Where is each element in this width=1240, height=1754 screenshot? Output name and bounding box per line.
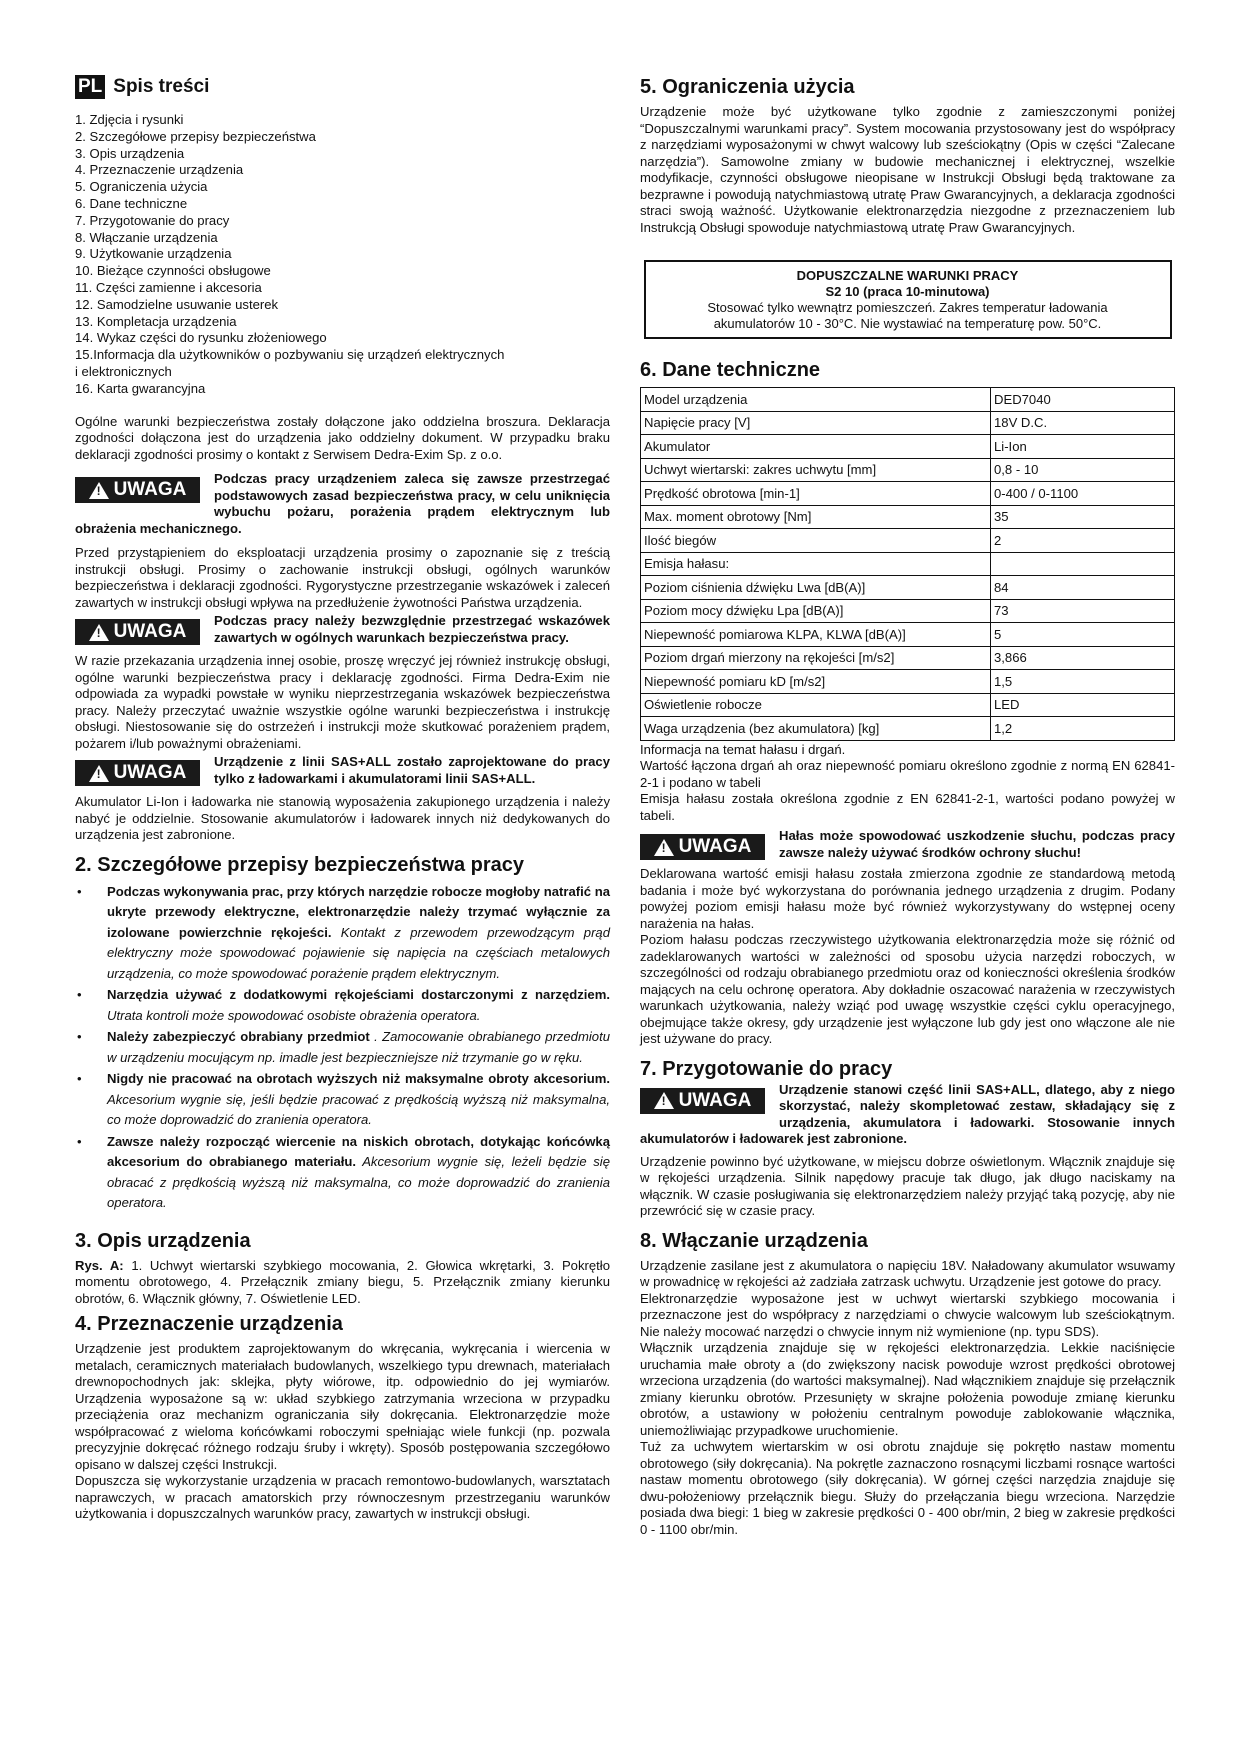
list-item-bold: Podczas wykonywania prac, przy których narzędzie robocze mogłoby natrafić na ukryte przewody elektryczne, elektronarzędzie należy trzymać wyłącznie za izolowane powierzchnie rękojeści. [107, 883, 610, 940]
table-value: 2 [991, 529, 1175, 553]
section-8-title: 8. Włączanie urządzenia [640, 1229, 868, 1252]
table-value: 84 [991, 576, 1175, 600]
box-text: akumulatorów 10 - 30°C. Nie wystawiać na temperaturę pow. 50°C. [713, 316, 1102, 331]
warning-text: Urządzenie z linii SAS+ALL zostało zaprojektowane do pracy tylko z ładowarkami i akumulatorami linii SAS+ALL. [214, 754, 610, 786]
table-of-contents [75, 112, 610, 398]
table-value: Li-Ion [991, 435, 1175, 459]
intro-paragraph: Przed przystąpieniem do eksploatacji urządzenia prosimy o zapoznanie się z treścią instrukcji obsługi. Prosimy o zachowanie instrukcji obsługi, ogólnych warunków bezpieczeństwa i deklaracji zgodności. Rygorystyczne przestrzeganie wskazówek i zaleceń zawartych w instrukcji obsługi wpływa na przedłużenie żywotności Państwa urządzenia. [75, 545, 610, 610]
figure-label: Rys. A: [75, 1257, 124, 1273]
toc-item: 5. Ograniczenia użycia [75, 179, 208, 195]
warning-block [640, 1082, 1175, 1148]
table-label: Poziom mocy dźwięku Lpa [dB(A)] [641, 599, 991, 623]
table-row [641, 646, 1175, 670]
table-row [641, 576, 1175, 600]
table-label: Poziom drgań mierzony na rękojeści [m/s2] [641, 646, 991, 670]
table-row [641, 623, 1175, 647]
warning-triangle-icon [89, 765, 109, 782]
toc-item: 13. Kompletacja urządzenia [75, 313, 237, 329]
toc-item: 1. Zdjęcia i rysunki [75, 112, 184, 127]
list-item [75, 1069, 610, 1131]
table-value: 73 [991, 599, 1175, 623]
table-value [991, 552, 1175, 576]
toc-title: Spis treści [113, 76, 210, 97]
intro-paragraph: Akumulator Li-Ion i ładowarka nie stanowią wyposażenia zakupionego urządzenia i należy nabyć je oddzielnie. Stosowanie akumulatorów i ładowarek innych niż dedykowanych do urządzenia jest zabronione. [75, 794, 610, 843]
safety-list [75, 882, 610, 1214]
toc-item: 3. Opis urządzenia [75, 145, 185, 161]
warning-block [75, 471, 610, 537]
warning-triangle-icon [654, 839, 674, 856]
table-label: Oświetlenie robocze [641, 693, 991, 717]
section-8-paragraph: Włącznik urządzenia znajduje się w rękojeści elektronarzędzia. Lekkie naciśnięcie uruchamia małe obroty a (do zwiększony nacisk powoduje wzrost prędkości obrotowej wrzeciona urządzenia (do wartości maksymalnej). Nad włącznikiem znajduje się przełącznik zmiany kierunku obrotów. Przesunięty w skrajne położenia powoduje zmianę kierunku obrotów, a ustawiony w położeniu centralnym powoduje zablokowanie włącznika, uniemożliwiając przypadkowe uruchomienie. [640, 1340, 1175, 1438]
table-row [641, 552, 1175, 576]
table-label: Uchwyt wiertarski: zakres uchwytu [mm] [641, 458, 991, 482]
table-row [641, 458, 1175, 482]
warning-badge [640, 1088, 765, 1114]
warning-block [75, 754, 610, 788]
list-item-bold: Zawsze należy rozpocząć wiercenie na niskich obrotach, dotykając końcówką akcesorium do obrabianego materiału. [107, 1133, 610, 1170]
warning-badge [75, 477, 200, 503]
toc-item: 9. Użytkowanie urządzenia [75, 246, 232, 262]
section-7-title: 7. Przygotowanie do pracy [640, 1057, 893, 1080]
table-label: Niepewność pomiarowa KLPA, KLWA [dB(A)] [641, 623, 991, 647]
table-value: 5 [991, 623, 1175, 647]
list-item-italic: Akcesorium wygnie się, jeśli będzie pracować z prędkością wyższą niż maksymalna, co może doprowadzić do zranienia operatora. [107, 1091, 610, 1128]
table-row [641, 670, 1175, 694]
warning-label: UWAGA [113, 479, 187, 501]
table-row [641, 435, 1175, 459]
toc-item: 8. Włączanie urządzenia [75, 229, 218, 245]
table-value: 1,2 [991, 717, 1175, 741]
section-4-title: 4. Przeznaczenie urządzenia [75, 1313, 343, 1336]
intro-paragraph: Ogólne warunki bezpieczeństwa zostały dołączone jako oddzielna broszura. Deklaracja zgodności dołączona jest do urządzenia jako oddzielny dokument. W przypadku braku deklaracji zgodności prosimy o kontakt z Serwisem Dedra-Exim Sp. z o.o. [75, 413, 610, 462]
warning-badge [75, 619, 200, 645]
table-label: Akumulator [641, 435, 991, 459]
table-label: Prędkość obrotowa [min-1] [641, 482, 991, 506]
table-label: Waga urządzenia (bez akumulatora) [kg] [641, 717, 991, 741]
toc-item: 14. Wykaz części do rysunku złożeniowego [75, 330, 327, 346]
section-8-paragraph: Tuż za uchwytem wiertarskim w osi obrotu znajduje się pokrętło nastaw momentu obrotowego (siły dokręcania). Na pokrętle zaznaczono rosnącymi liczbami rosnące wartości nastaw momentu obrotowego (siły dokręcania). W górnej części narzędzia znajduje się dwu-położeniowy przełącznik biegu. Służy do przełączania biegu wrzeciona. Narzędzie posiada dwa biegi: 1 bieg w zakresie prędkości 0 - 400 obr/min, 2 bieg w zakresie prędkości 0 - 1100 obr/min. [640, 1439, 1175, 1537]
table-row [641, 693, 1175, 717]
warning-label: UWAGA [678, 836, 752, 857]
section-3-title: 3. Opis urządzenia [75, 1229, 251, 1252]
table-value: 3,866 [991, 646, 1175, 670]
list-item [75, 985, 610, 1026]
section-6-title: 6. Dane techniczne [640, 359, 821, 381]
toc-item: 2. Szczegółowe przepisy bezpieczeństwa [75, 128, 316, 144]
section-8-paragraph: Elektronarzędzie wyposażone jest w uchwyt wiertarski szybkiego mocowania i przeznaczone jest do współpracy z narzędziami o chwycie walcowym lub sześciokątnym. Nie należy mocować narzędzi o chwycie innym niż wymienione (np. typu SDS). [640, 1290, 1175, 1339]
list-item [75, 1027, 610, 1068]
section-3-text [75, 1258, 610, 1308]
table-row [641, 388, 1175, 412]
table-label: Poziom ciśnienia dźwięku Lwa [dB(A)] [641, 576, 991, 600]
list-item-italic: Akcesorium wygnie się, leżeli będzie się obracać z prędkością wyższą niż maksymalna, co może doprowadzić do zranienia operatora. [107, 1154, 610, 1211]
section-5-title: 5. Ograniczenia użycia [640, 76, 855, 98]
table-row [641, 599, 1175, 623]
table-label: Napięcie pracy [V] [641, 411, 991, 435]
left-column [75, 74, 610, 1523]
table-value: 0-400 / 0-1100 [991, 482, 1175, 506]
list-item [75, 882, 610, 985]
allowed-conditions-box [644, 260, 1172, 339]
table-value: 0,8 - 10 [991, 458, 1175, 482]
toc-header [75, 74, 610, 100]
table-value: LED [991, 693, 1175, 717]
section-5-paragraph: Urządzenie może być użytkowane tylko zgodnie z zamieszczonymi poniżej “Dopuszczalnymi warunkami pracy”. System mocowania przystosowany jest do współpracy z narzędziami wyposażonymi w chwyt walcowy lub sześciokątny (Opis w części “Zalecane narzędzia”). Samowolne zmiany w budowie mechanicznej i elektrycznej, wszelkie modyfikacje, czynności obsługowe nieopisane w Instrukcji Obsługi będą traktowane za bezprawne i powodują natychmiastową utratę Praw Gwarancyjnych, a deklaracja zgodności straci swoją ważność. Użytkowanie elektronarzędzia niezgodne z przeznaczeniem lub Instrukcją Obsługi spowoduje natychmiastową utratę Praw Gwarancyjnych. [640, 104, 1175, 235]
list-item-bold: Należy zabezpieczyć obrabiany przedmiot [107, 1029, 370, 1045]
table-value: DED7040 [991, 388, 1175, 412]
table-label: Ilość biegów [641, 529, 991, 553]
table-row [641, 482, 1175, 506]
warning-triangle-icon [89, 624, 109, 641]
warning-badge [640, 834, 765, 860]
table-label: Model urządzenia [641, 388, 991, 412]
table-row [641, 505, 1175, 529]
table-value: 1,5 [991, 670, 1175, 694]
warning-text: Podczas pracy należy bezwzględnie przestrzegać wskazówek zawartych w ogólnych warunkach bezpieczeństwa pracy. [214, 613, 610, 645]
table-value: 18V D.C. [991, 411, 1175, 435]
list-item-italic: Utrata kontroli może spowodować osobiste obrażenia operatora. [107, 1007, 481, 1023]
toc-item: 7. Przygotowanie do pracy [75, 212, 230, 228]
section-4-paragraph: Dopuszcza się wykorzystanie urządzenia w pracach remontowo-budowlanych, warsztatach naprawczych, w pracach amatorskich przy równoczesnym przestrzeganiu warunków użytkowania i dopuszczalnych warunków pracy, zawartych w instrukcji obsługi. [75, 1473, 610, 1522]
noise-note: Emisja hałasu została określona zgodnie z EN 62841-2-1, wartości podano powyżej w tabeli. [640, 791, 1175, 823]
warning-text: Podczas pracy urządzeniem zaleca się zawsze przestrzegać podstawowych zasad bezpieczeństwa pracy, w celu uniknięcia wybuchu pożaru, porażenia prądem elektrycznym lub obrażenia mechanicznego. [75, 471, 610, 536]
table-label: Max. moment obrotowy [Nm] [641, 505, 991, 529]
warning-label: UWAGA [113, 762, 187, 784]
toc-item: i elektronicznych [75, 363, 172, 379]
section-4-paragraph: Urządzenie jest produktem zaprojektowanym do wkręcania, wykręcania i wiercenia w metalach, ceramicznych materiałach budowlanych, wszelkiego typu drewnach, materiałach drewnopochodnych jak: sklejka, płyty wiórowe, itp. odpowiednio do jej wymiarów. Urządzenia wyposażone są w: układ szybkiego zatrzymania wrzeciona w przypadku przeciążenia oraz mechanizm ograniczania siły dokręcania. Elektronarzędzie może współpracować z wieloma końcówkami roboczymi spełniając wiele funkcji (np. pozwala precyzyjnie dokręcać różnego rodzaju śruby i wkręty). Sposób postępowania szczegółowo opisano w dalszej części Instrukcji. [75, 1341, 610, 1472]
language-badge: PL [75, 75, 105, 99]
noise-paragraph: Poziom hałasu podczas rzeczywistego użytkowania elektronarzędzia może się różnić od zadeklarowanych wartości w zależności od sposobu użycia narzędzi roboczych, w szczególności od rodzaju obrabianego przedmiotu oraz od konieczności określenia środków mających na celu ochronę operatora. Aby dokładnie oszacować narażenia w rzeczywistych warunkach użytkowania, należy wziąć pod uwagę wszystkie części cyklu operacyjnego, obejmujące także okresy, gdy urządzenie jest wyłączone lub gdy jest ono włączone ale nie jest używane do pracy. [640, 932, 1175, 1046]
warning-label: UWAGA [113, 621, 187, 643]
toc-item: 11. Części zamienne i akcesoria [75, 279, 262, 295]
section-8-paragraph: Urządzenie zasilane jest z akumulatora o napięciu 18V. Naładowany akumulator wsuwamy w prowadnicę w rękojeści aż zadziała zatrzask uchwytu. Urządzenie jest gotowe do pracy. [640, 1257, 1175, 1289]
toc-item: 6. Dane techniczne [75, 195, 188, 211]
list-item [75, 1132, 610, 1214]
warning-block [640, 828, 1175, 862]
box-title: DOPUSZCZALNE WARUNKI PRACY [796, 268, 1019, 283]
table-row [641, 529, 1175, 553]
tech-table [640, 387, 1175, 741]
toc-item: 10. Bieżące czynności obsługowe [75, 263, 271, 279]
box-subtitle: S2 10 (praca 10-minutowa) [825, 284, 990, 299]
warning-triangle-icon [654, 1092, 674, 1109]
figure-description: 1. Uchwyt wiertarski szybkiego mocowania, 2. Głowica wkrętarki, 3. Pokrętło momentu obrotowego, 4. Przełącznik zmiany biegu, 5. Przełącznik zmiany kierunku obrotów, 6. Włącznik główny, 7. Oświetlenie LED. [75, 1257, 610, 1306]
list-item-bold: Nigdy nie pracować na obrotach wyższych niż maksymalne obroty akcesorium. [107, 1071, 610, 1087]
warning-badge [75, 760, 200, 786]
section-2-title: 2. Szczegółowe przepisy bezpieczeństwa pracy [75, 853, 525, 876]
warning-label: UWAGA [678, 1089, 752, 1111]
noise-paragraph: Deklarowana wartość emisji hałasu została zmierzona zgodnie ze standardową metodą badania i może być wykorzystana do porównania jednego urządzenia z drugim. Podany powyżej poziom emisji hałasu może być również wykorzystywany do wstępnej oceny narażenia na hałas. [640, 866, 1175, 931]
list-item-italic: . Zamocowanie obrabianego przedmiotu w urządzeniu mocującym np. imadle jest bezpieczniejsze niż trzymanie go w ręku. [107, 1029, 610, 1065]
intro-paragraph: W razie przekazania urządzenia innej osobie, proszę wręczyć jej również instrukcję obsługi, ogólne warunki bezpieczeństwa pracy i deklarację zgodności. Firma Dedra-Exim nie odpowiada za wypadki powstałe w wyniku nieprzestrzegania wskazówek bezpieczeństwa pracy. Należy przeczytać uważnie wszystkie ogólne warunki bezpieczeństwa i instrukcję obsługi. Niestosowanie się do ostrzeżeń i instrukcji może skutkować porażeniem prądem, pożarem i/lub poważnymi obrażeniami. [75, 653, 610, 751]
toc-item: 16. Karta gwarancyjna [75, 380, 206, 396]
noise-note: Informacja na temat hałasu i drgań. [640, 741, 846, 757]
box-text: Stosować tylko wewnątrz pomieszczeń. Zakres temperatur ładowania [707, 300, 1108, 315]
noise-note: Wartość łączona drgań ah oraz niepewność pomiaru określono zgodnie z normą EN 62841-2-1 i podano w tabeli [640, 758, 1175, 790]
table-label: Emisja hałasu: [641, 552, 991, 576]
table-value: 35 [991, 505, 1175, 529]
warning-triangle-icon [89, 482, 109, 499]
table-row [641, 411, 1175, 435]
warning-text: Hałas może spowodować uszkodzenie słuchu, podczas pracy zawsze należy używać środków ochrony słuchu! [779, 828, 1175, 860]
right-column [640, 74, 1175, 1538]
list-item-bold: Narzędzia używać z dodatkowymi rękojeściami dostarczonymi z narzędziem. [107, 987, 610, 1003]
table-row [641, 717, 1175, 741]
toc-item: 12. Samodzielne usuwanie usterek [75, 296, 279, 312]
warning-block [75, 613, 610, 647]
table-label: Niepewność pomiaru kD [m/s2] [641, 670, 991, 694]
list-item-italic: Kontakt z przewodem przewodzącym prąd elektryczny może spowodować pojawienie się napięcia na częściach metalowych urządzenia, co może spowodować porażenie prądem elektrycznym. [107, 924, 611, 981]
warning-text: Urządzenie stanowi część linii SAS+ALL, dlatego, aby z niego skorzystać, należy skompletować zestaw, składający się z urządzenia, akumulatora i ładowarki. Stosowanie innych akumulatorów i ładowarek jest zabronione. [640, 1081, 1175, 1146]
toc-item: 15.Informacja dla użytkowników o pozbywaniu się urządzeń elektrycznych [75, 347, 505, 363]
section-7-paragraph: Urządzenie powinno być użytkowane, w miejscu dobrze oświetlonym. Włącznik znajduje się w rękojeści urządzenia. Silnik napędowy pracuje tak długo, jak długo naciskamy na włącznik. W czasie posługiwania się elektronarzędziem należy przyjąć taką pozycję, aby nie przewrócić się w czasie pracy. [640, 1153, 1175, 1218]
toc-item: 4. Przeznaczenie urządzenia [75, 162, 244, 178]
